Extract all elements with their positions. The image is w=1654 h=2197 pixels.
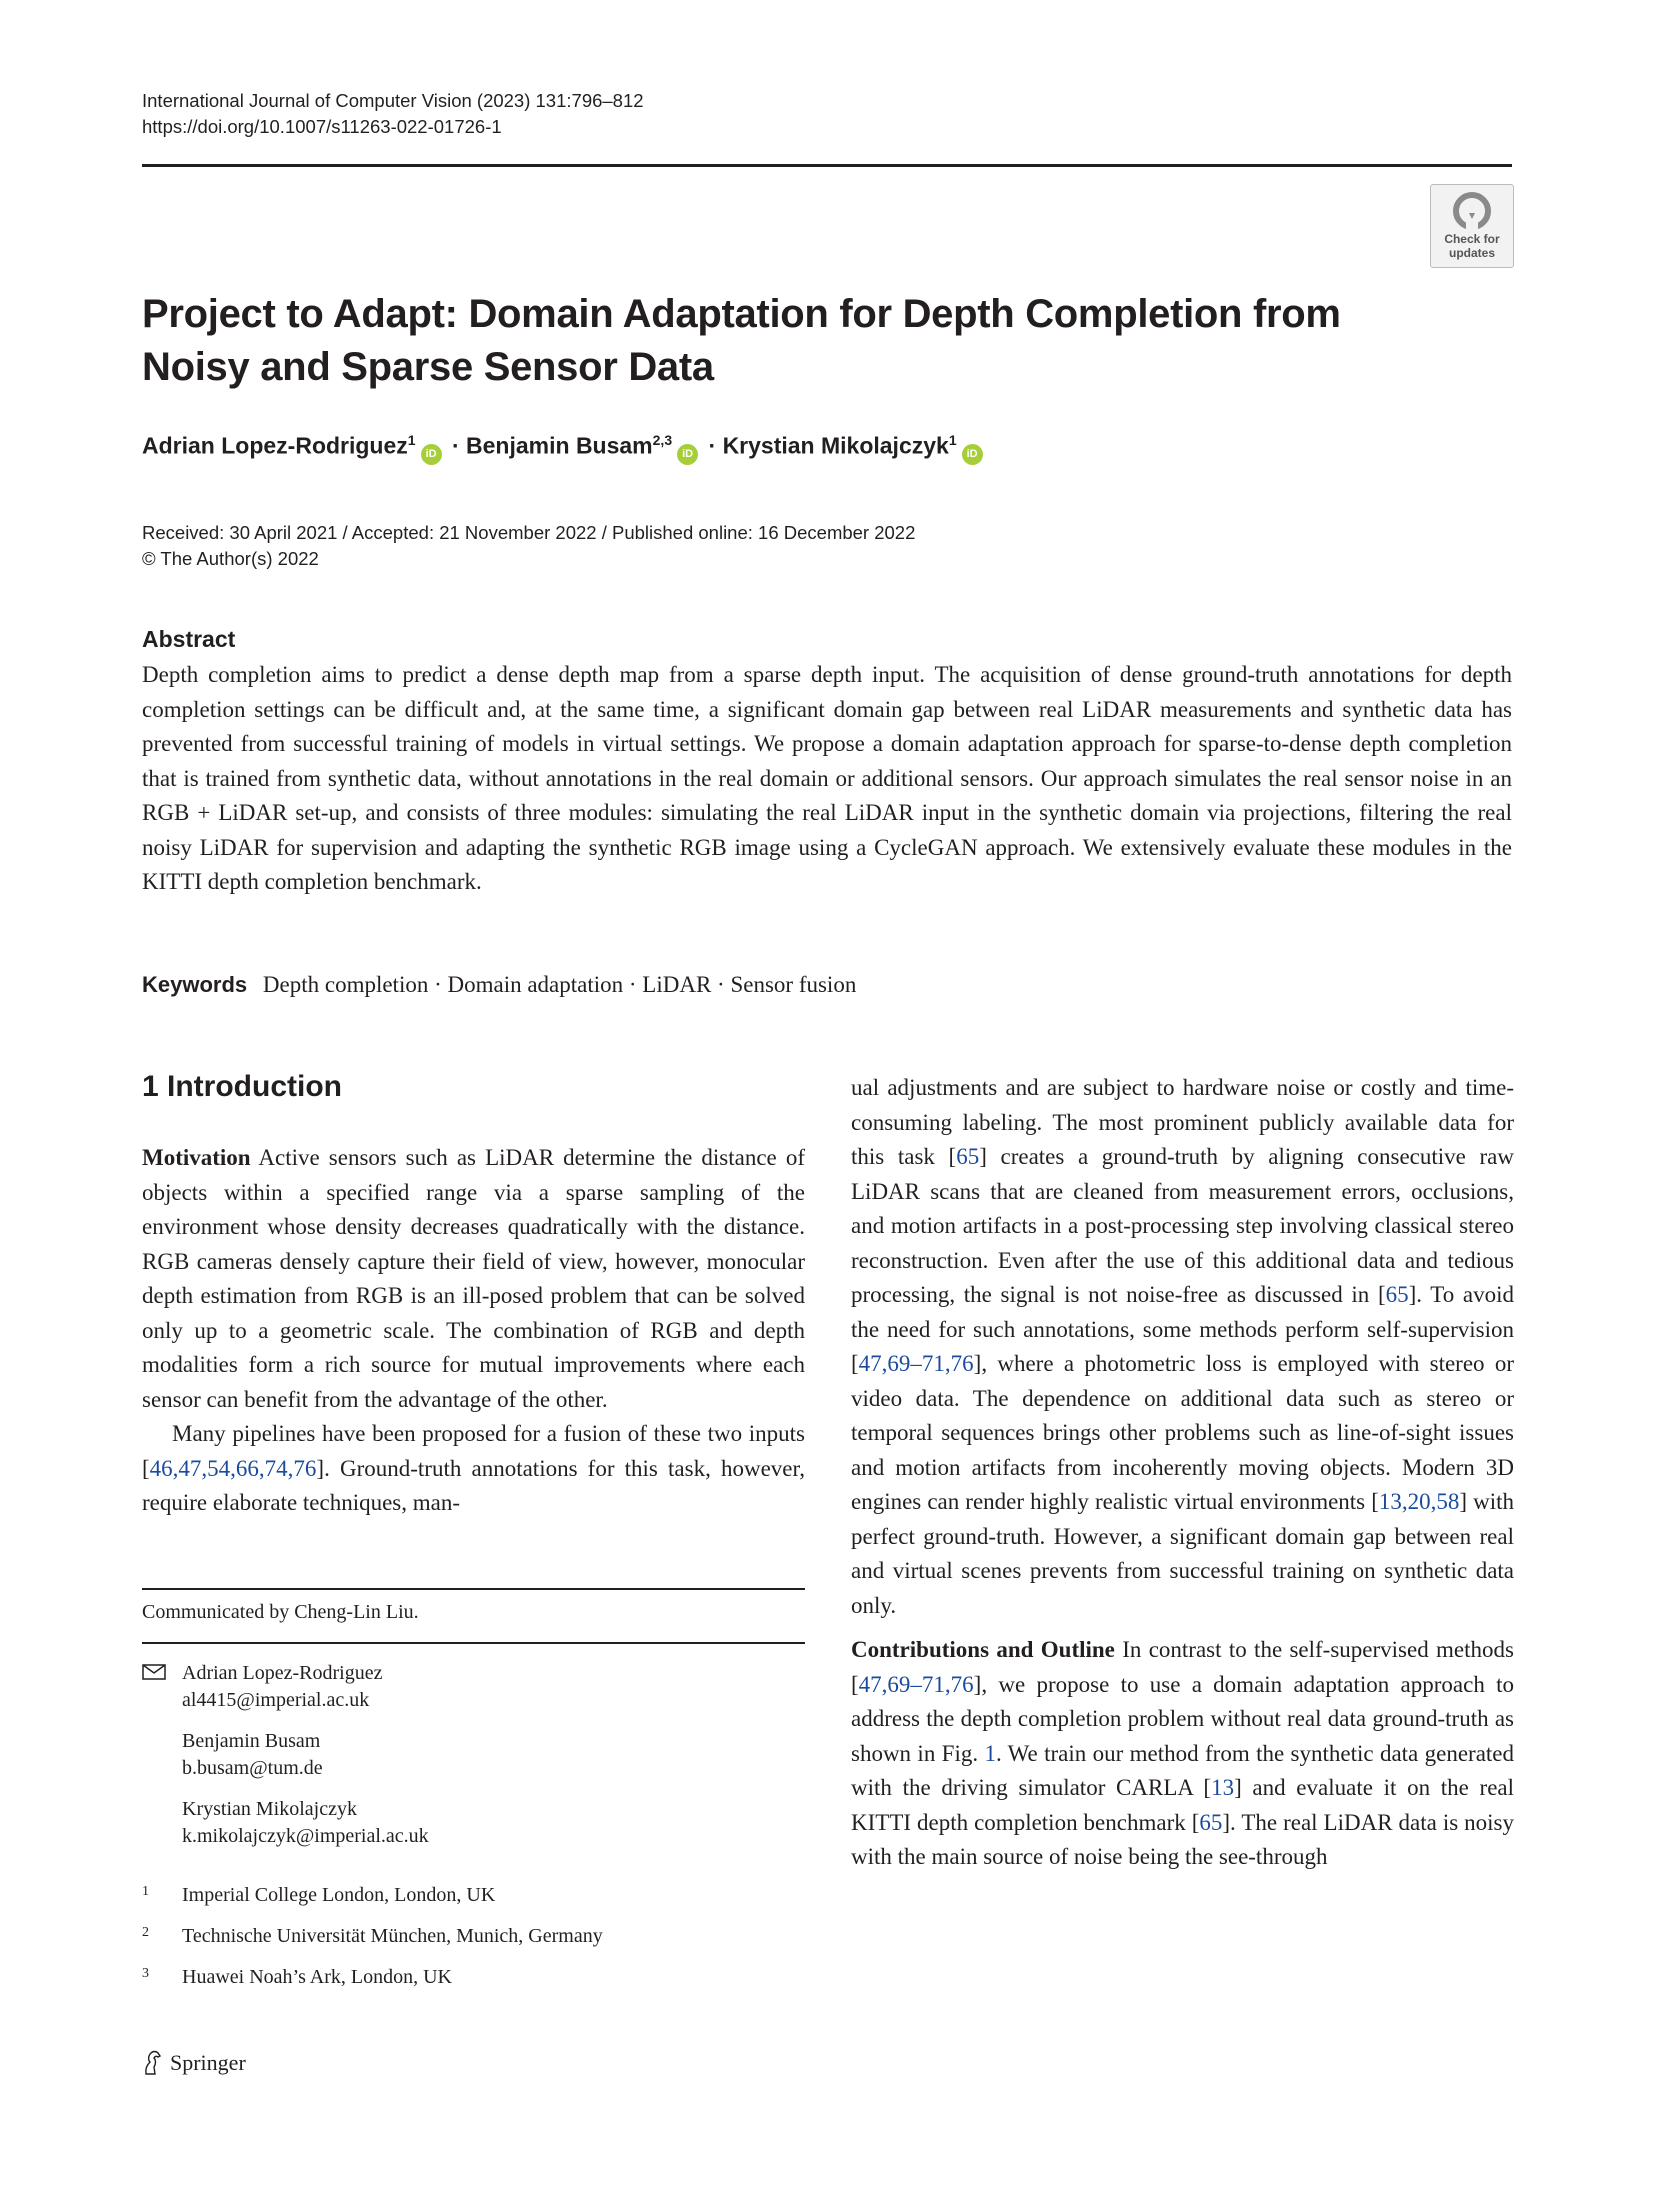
check-for-updates-badge[interactable] [1430,184,1514,268]
keywords [142,972,856,998]
author-affil-sup: 1 [407,432,416,448]
citation-link[interactable]: 65 [1385,1282,1409,1307]
paragraph [142,1141,805,1417]
abstract-heading: Abstract [142,626,236,652]
citation-link[interactable]: 47,69–71,76 [858,1671,974,1697]
author-list [142,432,987,465]
affiliation-list [142,1882,603,2005]
paragraph [851,1633,1514,1875]
citation-link[interactable]: 13 [1211,1775,1235,1800]
affiliation-text: Technische Universität München, Munich, Germany [182,1925,603,1947]
contact-entry [142,1796,429,1850]
section-heading: 1 Introduction [142,1070,342,1103]
affiliation-number: 1 [142,1884,149,1899]
check-updates-line1: Check for [1444,232,1500,246]
paragraph-text: ]. To avoid the need for such annotations, some methods perform self-supervision [ [851,1282,1514,1376]
affiliation-text: Huawei Noah’s Ark, London, UK [182,1966,452,1988]
paragraph-text: . We train our method from the synthetic data generated with the driving simulator CARLA [ [851,1740,1514,1800]
run-in-heading: Motivation [142,1145,251,1170]
envelope-icon [142,1664,166,1680]
author-affil-sup: 1 [948,432,957,448]
citation-link[interactable]: 47,69–71,76 [858,1351,974,1376]
doi-link[interactable]: https://doi.org/10.1007/s11263-022-01726-1 [142,116,502,137]
history-dates: Received: 30 April 2021 / Accepted: 21 November 2022 / Published online: 16 December 2022 [142,522,916,543]
orcid-icon[interactable]: iD [962,444,983,465]
paragraph-text: ] creates a ground-truth by aligning consecutive raw LiDAR scans that are cleaned from measurement errors, occlusions, and motion artifacts in a post-processing step involving classical stereo reconstruction. Even after the use of this additional data and tedious processing, the signal is not noise-free as discussed in [ [851,1144,1514,1307]
citation-link[interactable]: 13,20,58 [1378,1489,1460,1514]
author-separator: · [451,432,460,459]
journal-citation: International Journal of Computer Vision (2023) 131:796–812 [142,90,644,111]
contact-entry [142,1660,429,1714]
paragraph-text: ], where a photometric loss is employed with stereo or video data. The dependence on additional data such as stereo or temporal sequences brings other problems such as line-of-sight issues and motion artifacts from incoherently moving objects. Modern 3D engines can render highly realistic virtual environments [ [851,1351,1514,1514]
figure-link[interactable]: 1 [984,1740,996,1766]
affiliation [142,1882,603,1909]
paragraph [851,1071,1514,1623]
publisher-name: Springer [170,2050,246,2075]
paragraph-text: Many pipelines have been proposed for a fusion of these two inputs [ [142,1421,805,1481]
publication-dates [142,520,915,572]
footnote-rule [142,1588,805,1590]
contact-email[interactable]: k.mikolajczyk@imperial.ac.uk [182,1825,429,1847]
keywords-heading: Keywords [142,972,248,997]
abstract-text: Depth completion aims to predict a dense depth map from a sparse depth input. The acquisition of dense ground-truth annotations for depth completion settings can be difficult and, at the same time, a significant domain gap between real LiDAR measurements and synthetic data has prevented from successful training of models in virtual settings. We propose a domain adaptation approach for sparse-to-dense depth completion that is trained from synthetic data, without annotations in the real domain or additional sensors. Our approach simulates the real sensor noise in an RGB + LiDAR set-up, and consists of three modules: simulating the real LiDAR input in the synthetic domain via projections, filtering the real noisy LiDAR for supervision and adapting the synthetic RGB image using a CycleGAN approach. We extensively evaluate these modules in the KITTI depth completion benchmark. [142,662,1512,894]
author-affil-sup: 2,3 [652,432,673,448]
keywords-list: Depth completion · Domain adaptation · LiDAR · Sensor fusion [262,972,857,997]
paragraph-text: ], we propose to use a domain adaptation approach to address the depth completion problem without real data ground-truth as shown in Fig. [851,1671,1514,1766]
copyright: © The Author(s) 2022 [142,548,319,569]
check-updates-icon [1452,191,1492,231]
affiliation-number: 2 [142,1925,149,1940]
paper-title: Project to Adapt: Domain Adaptation for Depth Completion from Noisy and Sparse Sensor Data [142,292,1341,389]
header-rule [142,164,1512,167]
check-updates-line2: updates [1448,246,1495,260]
publisher-footer [142,2050,246,2076]
affiliation-text: Imperial College London, London, UK [182,1884,496,1906]
contact-name: Benjamin Busam [182,1730,321,1752]
affiliation-number: 3 [142,1966,149,1981]
contact-entry [142,1728,429,1782]
author-name[interactable]: Benjamin Busam [466,432,653,459]
orcid-icon[interactable]: iD [677,444,698,465]
author-separator: · [708,432,717,459]
paragraph-text: ] and evaluate it on the real KITTI depth completion benchmark [ [851,1775,1515,1835]
paragraph-text: ]. Ground-truth annotations for this task, however, require elaborate techniques, man- [142,1455,805,1515]
right-column [851,1071,1514,1875]
author-name[interactable]: Adrian Lopez-Rodriguez [142,432,408,459]
citation-link[interactable]: 65 [956,1144,980,1169]
contact-email[interactable]: b.busam@tum.de [182,1757,323,1779]
author-name[interactable]: Krystian Mikolajczyk [722,432,949,459]
paragraph-text: ] with perfect ground-truth. However, a significant domain gap between real and virtual scenes prevents from successful training on synthetic data only. [851,1489,1514,1618]
contact-name: Adrian Lopez-Rodriguez [182,1662,383,1684]
paragraph-text: ]. The real LiDAR data is noisy with the main source of noise being the see-through [851,1809,1514,1869]
orcid-icon[interactable]: iD [421,444,442,465]
paragraph [142,1417,805,1521]
paragraph-text: Active sensors such as LiDAR determine the distance of objects within a specified range via a sparse sampling of the environment whose density decreases quadratically with the distance. RGB cameras densely capture their field of view, however, monocular depth estimation from RGB is an ill-posed problem that can be solved only up to a geometric scale. The combination of RGB and depth modalities form a rich source for mutual improvements where each sensor can benefit from the advantage of the other. [142,1145,805,1412]
contact-name: Krystian Mikolajczyk [182,1798,357,1820]
communicated-by: Communicated by Cheng-Lin Liu. [142,1601,419,1623]
affiliation [142,1923,603,1950]
footnote-rule [142,1642,805,1644]
left-column [142,1141,805,1521]
contact-email[interactable]: al4415@imperial.ac.uk [182,1689,370,1711]
paragraph-text: In contrast to the self-supervised methods [ [851,1637,1514,1697]
citation-link[interactable]: 46,47,54,66,74,76 [149,1455,317,1481]
citation-link[interactable]: 65 [1199,1809,1223,1835]
run-in-heading: Contributions and Outline [851,1637,1115,1662]
contact-list [142,1660,429,1864]
journal-header [142,88,644,140]
springer-horse-icon [142,2050,164,2076]
affiliation [142,1964,603,1991]
paragraph-text: ual adjustments and are subject to hardware noise or costly and time-consuming labeling. The most prominent publicly available data for this task [ [851,1075,1514,1169]
